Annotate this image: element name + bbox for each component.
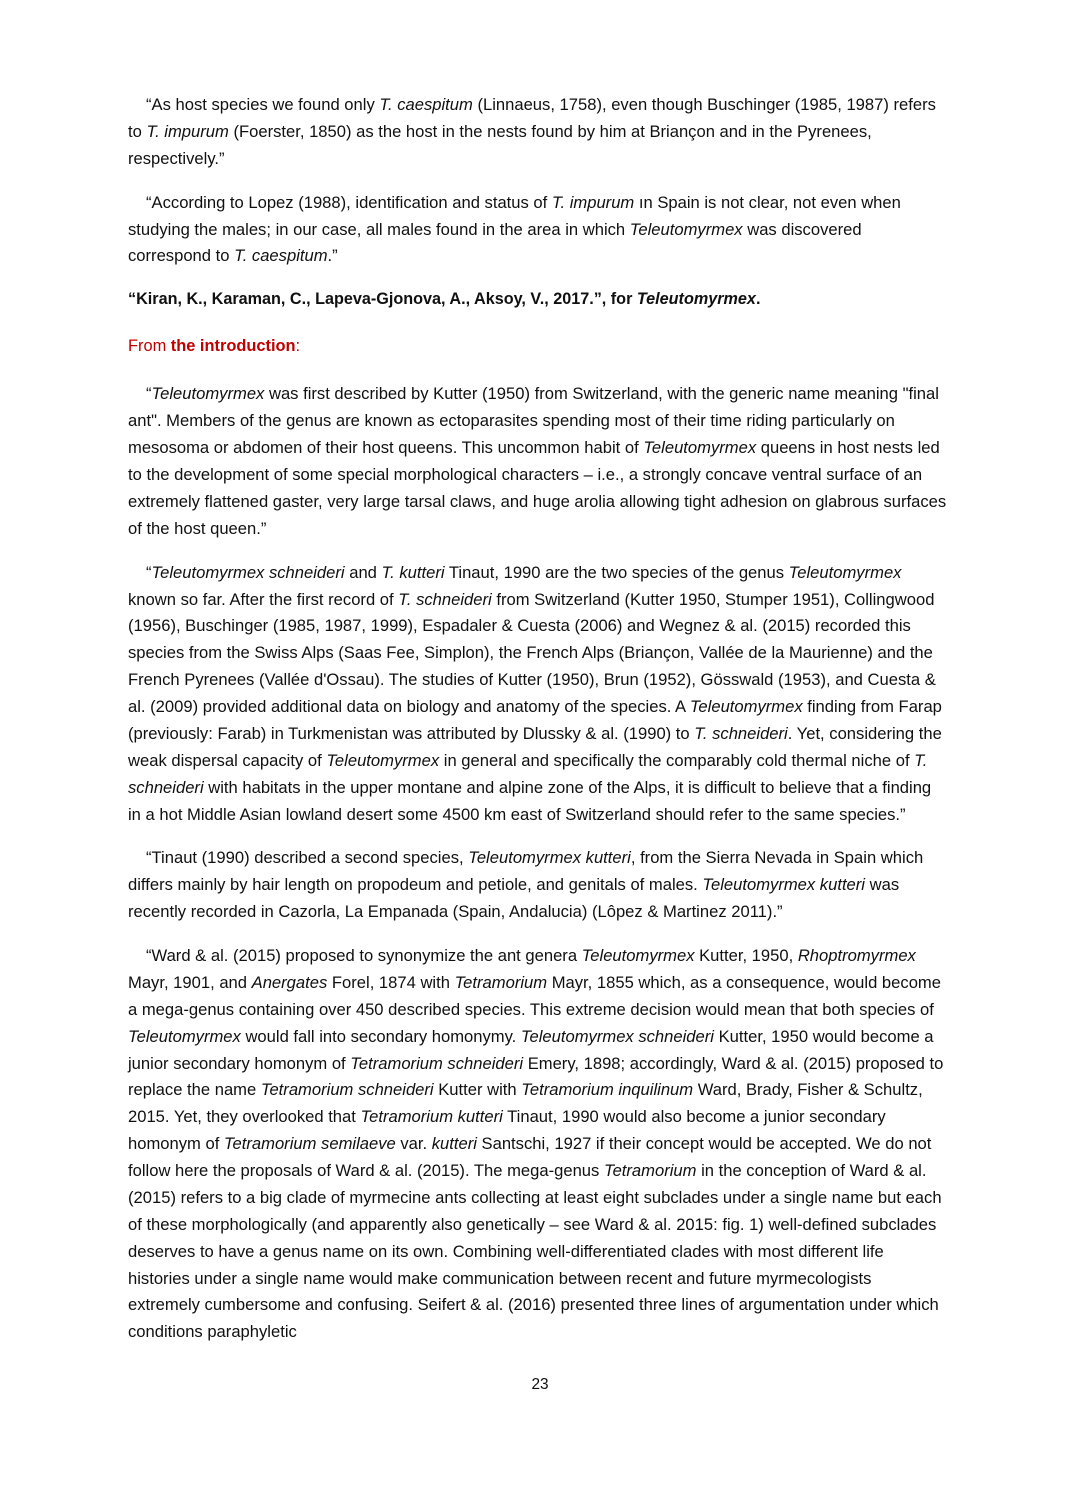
text-run-italic: Tetramorium kutteri [360, 1107, 503, 1127]
text-run: . [755, 290, 761, 309]
paragraph-lopez [128, 190, 947, 271]
paragraph-first-described [128, 381, 947, 542]
page-number: 23 [531, 1376, 549, 1393]
text-run: and [344, 562, 382, 582]
text-run-italic: Tetramorium inquilinum [521, 1080, 694, 1100]
text-run-italic: Teleutomyrmex [629, 219, 743, 239]
text-run: “Kiran, K., Karaman, C., Lapeva-Gjonova, A., Aksoy, V., 2017.”, for [128, 290, 637, 309]
paragraph-tinaut [128, 845, 947, 926]
text-run-italic: T. caespitum [379, 95, 473, 114]
text-run: Mayr, 1855 which, as a consequence, would become a mega-genus containing over 450 described species. This extreme decision would mean that both species of [128, 972, 941, 1019]
text-run: , from the Sierra Nevada in Spain which differs mainly by hair length on propodeum and petiole, and genitals of males. [128, 848, 924, 895]
text-run-italic: Anergates [251, 972, 328, 992]
text-run: Ward, Brady, Fisher & Schultz, 2015. Yet, they overlooked that [128, 1080, 923, 1127]
text-run-italic: Teleutomyrmex schneideri [520, 1026, 714, 1046]
paragraph-ward [128, 943, 947, 1346]
text-run: “Ward & al. (2015) proposed to synonymize the ant genera [146, 946, 582, 966]
text-run: Emery, 1898; accordingly, Ward & al. (2015) proposed to replace the name [128, 1053, 944, 1100]
text-run: in general and specifically the comparably cold thermal niche of [439, 750, 915, 770]
text-run-italic: T. caespitum [234, 246, 328, 266]
citation-kiran [128, 287, 947, 313]
text-run-italic: T. kutteri [381, 562, 445, 582]
text-run-italic: T. schneideri [694, 723, 788, 743]
text-run: . Yet, considering the weak dispersal capacity of [128, 723, 942, 770]
text-run: “ [146, 384, 152, 404]
text-run: was discovered correspond to [128, 219, 862, 266]
text-run: from Switzerland (Kutter 1950, Stumper 1951), Collingwood (1956), Buschinger (1985, 1987, 1999), Espadaler & Cuesta (2006) and Wegnez & al. (2015) recorded this species from the Swiss Alps (Saas Fee, Simplon), the French Alps (Briançon, Vallée de la Maurienne) and the French Pyrenees (Vallée d'Ossau). The studies of Kutter (1950), Brun (1952), Gösswald (1953), and Cuesta & al. (2009) provided additional data on biology and anatomy of the species. A [128, 589, 936, 717]
text-run: Kutter with [433, 1080, 522, 1100]
text-run-italic: T. schneideri [398, 589, 492, 609]
paragraph-host-species [128, 92, 947, 173]
text-run-italic: Teleutomyrmex [689, 697, 803, 717]
text-run-italic: Tetramorium [454, 972, 548, 992]
text-run: Forel, 1874 with [327, 972, 455, 992]
text-run: (Linnaeus, 1758), even though Buschinger (1985, 1987) refers to [128, 95, 936, 141]
text-run: “ [146, 562, 152, 582]
text-run-italic: Teleutomyrmex [151, 384, 265, 404]
text-run: Tinaut, 1990 are the two species of the genus [444, 562, 789, 582]
text-run-bold: the introduction [170, 337, 296, 356]
text-run-italic: Teleutomyrmex [643, 438, 757, 458]
text-run: From [128, 337, 171, 356]
text-run: “Tinaut (1990) described a second species, [146, 848, 469, 868]
paragraph-two-species [128, 560, 947, 829]
text-run-italic: Teleutomyrmex kutteri [468, 848, 631, 868]
text-run-italic: T. impurum [551, 192, 635, 212]
text-run: Santschi, 1927 if their concept would be accepted. We do not follow here the proposals of Ward & al. (2015). The mega-genus [128, 1134, 932, 1181]
text-run: “As host species we found only [146, 95, 380, 114]
text-run: finding from Farap (previously: Farab) in Turkmenistan was attributed by Dlussky & al. (1990) to [128, 697, 942, 743]
text-run: Mayr, 1901, and [128, 972, 252, 992]
text-run-italic: Tetramorium schneideri [350, 1053, 524, 1073]
section-heading-from-introduction [128, 333, 947, 359]
text-run: var. [395, 1134, 432, 1154]
text-run: ın Spain is not clear, not even when studying the males; in our case, all males found in the area in which [128, 192, 901, 239]
text-run: was first described by Kutter (1950) from Switzerland, with the generic name meaning "final ant". Members of the genus are known as ectoparasites spending most of their time riding particularly on mesosoma or abdomen of their host queens. This uncommon habit of [128, 384, 939, 458]
text-run-italic: Teleutomyrmex schneideri [151, 562, 345, 582]
text-run-italic: Teleutomyrmex [326, 750, 440, 770]
text-run-italic: Teleutomyrmex [128, 1026, 241, 1046]
text-run: known so far. After the first record of [128, 589, 399, 609]
text-run-italic: Teleutomyrmex kutteri [702, 875, 865, 895]
text-run-italic: Teleutomyrmex [581, 946, 695, 966]
text-run: Tinaut, 1990 would also become a junior secondary homonym of [128, 1107, 886, 1154]
text-run: Kutter, 1950 would become a junior secondary homonym of [128, 1026, 934, 1073]
text-run-italic: Teleutomyrmex [788, 562, 902, 582]
text-run-italic: Tetramorium schneideri [260, 1080, 434, 1100]
text-run-italic: Tetramorium semilaeve [223, 1134, 396, 1154]
text-run-italic: Rhoptromyrmex [797, 946, 916, 966]
text-run: (Foerster, 1850) as the host in the nests found by him at Briançon and in the Pyrenees, respectively.” [128, 121, 872, 168]
text-run: would fall into secondary homonymy. [240, 1026, 521, 1046]
text-run-italic: Teleutomyrmex [636, 290, 756, 309]
text-run: with habitats in the upper montane and alpine zone of the Alps, it is difficult to believe that a finding in a hot Middle Asian lowland desert some 4500 km east of Switzerland should refer to the same species.” [128, 777, 932, 824]
text-run: “According to Lopez (1988), identification and status of [146, 192, 552, 212]
text-run-italic: kutteri [431, 1134, 477, 1154]
text-run-italic: T. impurum [146, 121, 229, 141]
text-run: : [295, 337, 301, 356]
text-run-italic: T. schneideri [128, 750, 928, 797]
text-run: .” [327, 246, 338, 266]
text-run-italic: Tetramorium [603, 1161, 697, 1181]
text-run: in the conception of Ward & al. (2015) refers to a big clade of myrmecine ants collecting at least eight subclades under a single name but each of these morphologically (and apparently also genetically – see Ward & al. 2015: fig. 1) well-defined subclades deserves to have a genus name on its own. Combining well-differentiated clades with most different life histories under a single name would make communication between recent and future myrmecologists extremely cumbersome and confusing. Seifert & al. (2016) presented three lines of argumentation under which conditions paraphyletic [128, 1161, 942, 1342]
text-run: was recently recorded in Cazorla, La Empanada (Spain, Andalucia) (Lôpez & Martinez 2011).” [128, 875, 900, 922]
text-run: queens in host nests led to the development of some special morphological characters – i.e., a strongly concave ventral surface of an extremely flattened gaster, very large tarsal claws, and huge arolia allowing tight adhesion on glabrous surfaces of the host queen.” [128, 438, 947, 538]
text-run: Kutter, 1950, [694, 946, 798, 966]
